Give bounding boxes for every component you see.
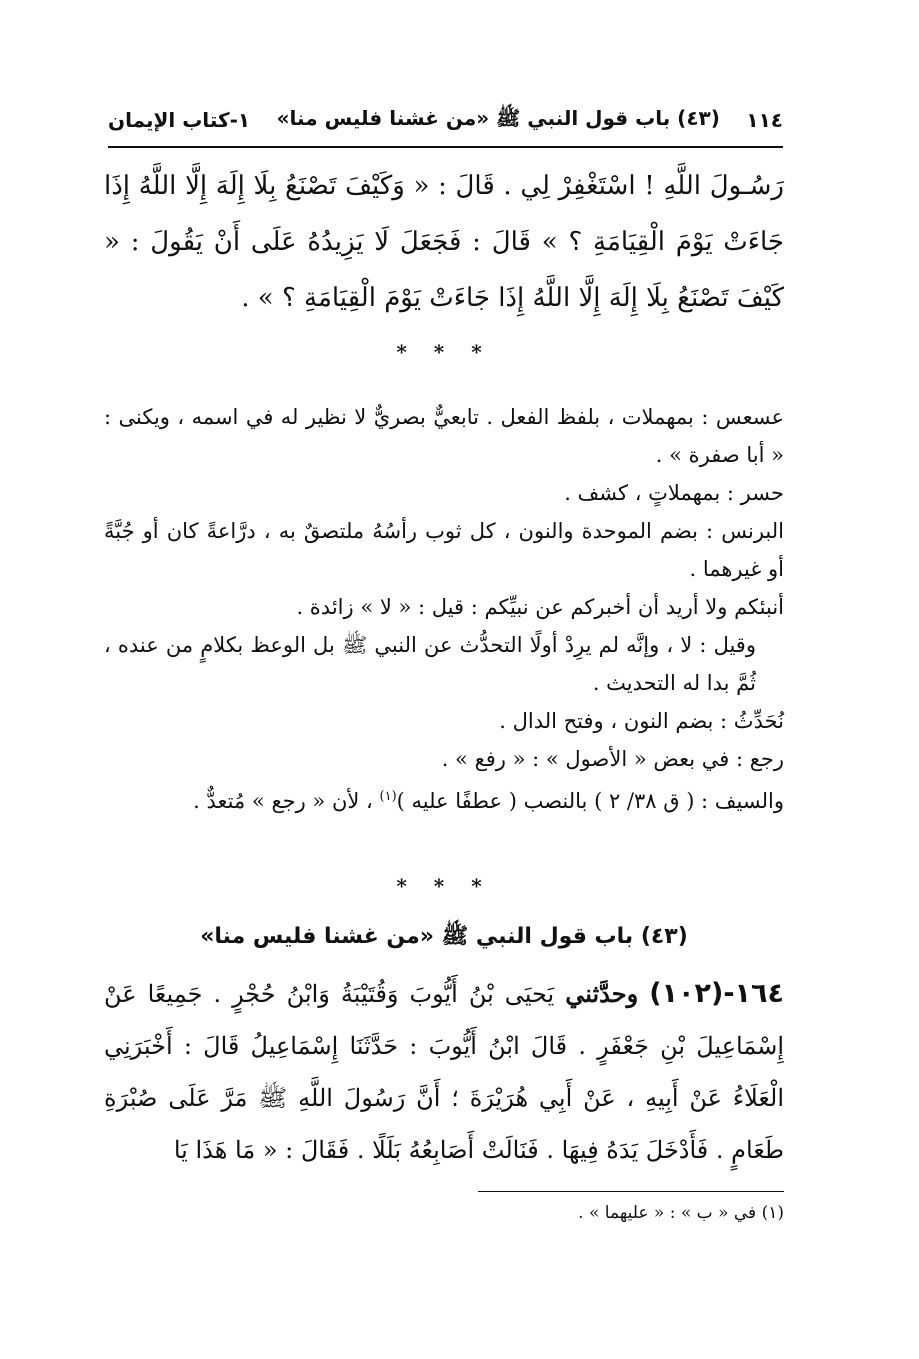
note-line: رجع : في بعض « الأصول » : « رفع » . bbox=[441, 747, 784, 771]
header-book-title: ١-كتاب الإيمان bbox=[108, 108, 251, 132]
note-line: حسر : بمهملاتٍ ، كشف . bbox=[564, 481, 784, 505]
note-line: عسعس : بمهملات ، بلفظ الفعل . تابعيٌّ بصريٌّ لا نظير له في اسمه ، ويكنى : « أبا صفرة » . bbox=[104, 405, 784, 467]
hadith-continuation: رَسُـولَ اللَّهِ ! اسْتَغْفِرْ لِي . قَالَ : « وَكَيْفَ تَصْنَعُ بِلَا إِلَهَ إِلَّا اللَّهُ إِذَا جَاءَتْ يَوْمَ الْقِيَامَةِ ؟ » قَالَ : فَجَعَلَ لَا يَزِيدُهُ عَلَى أَنْ يَقُولَ : « كَيْفَ تَصْنَعُ بِلَا إِلَهَ إِلَّا اللَّهُ إِذَا جَاءَتْ يَوْمَ الْقِيَامَةِ ؟ » . bbox=[104, 171, 784, 313]
note-line: وقيل : لا ، وإنَّه لم يرِدْ أولًا التحدُّث عن النبي ﷺ بل الوعظ بكلامٍ من عنده ، ثُمَّ بدا له التحديث . bbox=[104, 633, 756, 695]
note-text: والسيف : ( ق ٣٨/ ٢ ) بالنصب ( عطفًا عليه ) bbox=[396, 789, 784, 813]
note-line: نُحَدِّثُ : بضم النون ، وفتح الدال . bbox=[499, 709, 784, 733]
note-text-after: ، لأن « رجع » مُتعدٌّ . bbox=[193, 789, 380, 813]
hadith-text: يَحيَى بْنُ أَيُّوبَ وَقُتَيْبَةُ وَابْنُ حُجْرٍ . جَمِيعًا عَنْ إِسْمَاعِيلَ بْنِ جَعْفَرٍ . قَالَ ابْنُ أَيُّوبَ : حَدَّثَنَا إِسْمَاعِيلُ قَالَ : أَخْبَرَنِي الْعَلَاءُ عَنْ أَبِيهِ ، عَنْ أَبِي هُرَيْرَةَ ؛ أَنَّ رَسُولَ اللَّهِ ﷺ مَرَّ عَلَى صُبْرَةِ طَعَامٍ . فَأَدْخَلَ يَدَهُ فِيهَا . فَنَالَتْ أَصَابِعُهُ بَلَلًا . فَقَالَ : « مَا هَذَا يَا bbox=[104, 980, 784, 1164]
running-header bbox=[108, 98, 783, 142]
note-line: البرنس : بضم الموحدة والنون ، كل ثوب رأسُهُ ملتصقٌ به ، درَّاعةً كان أو جُبَّةً أو غيرهما . bbox=[104, 519, 784, 581]
header-chapter-title: (٤٣) باب قول النبي ﷺ «من غشنا فليس منا» bbox=[276, 105, 720, 130]
explanatory-notes bbox=[104, 398, 784, 820]
hadith-number: ١٦٤-(١٠٢) bbox=[649, 978, 784, 1009]
header-rule bbox=[108, 146, 783, 148]
hadith-lead-word: وحدَّثني bbox=[565, 979, 639, 1008]
footnote: (١) في « ب » : « عليهما » . bbox=[578, 1203, 784, 1223]
section-separator-2: * * * bbox=[396, 874, 492, 898]
section-separator-1: * * * bbox=[396, 340, 492, 364]
note-line: أنبئكم ولا أريد أن أخبركم عن نبيِّكم : قيل : « لا » زائدة . bbox=[296, 595, 784, 619]
page-number: ١١٤ bbox=[746, 108, 783, 132]
footnote-rule bbox=[478, 1191, 784, 1192]
note-line-with-ref bbox=[104, 778, 784, 820]
hadith-164 bbox=[104, 968, 784, 1176]
chapter-heading: (٤٣) باب قول النبي ﷺ «من غشنا فليس منا» bbox=[200, 924, 688, 949]
footnote-reference[interactable]: (١) bbox=[379, 789, 397, 804]
